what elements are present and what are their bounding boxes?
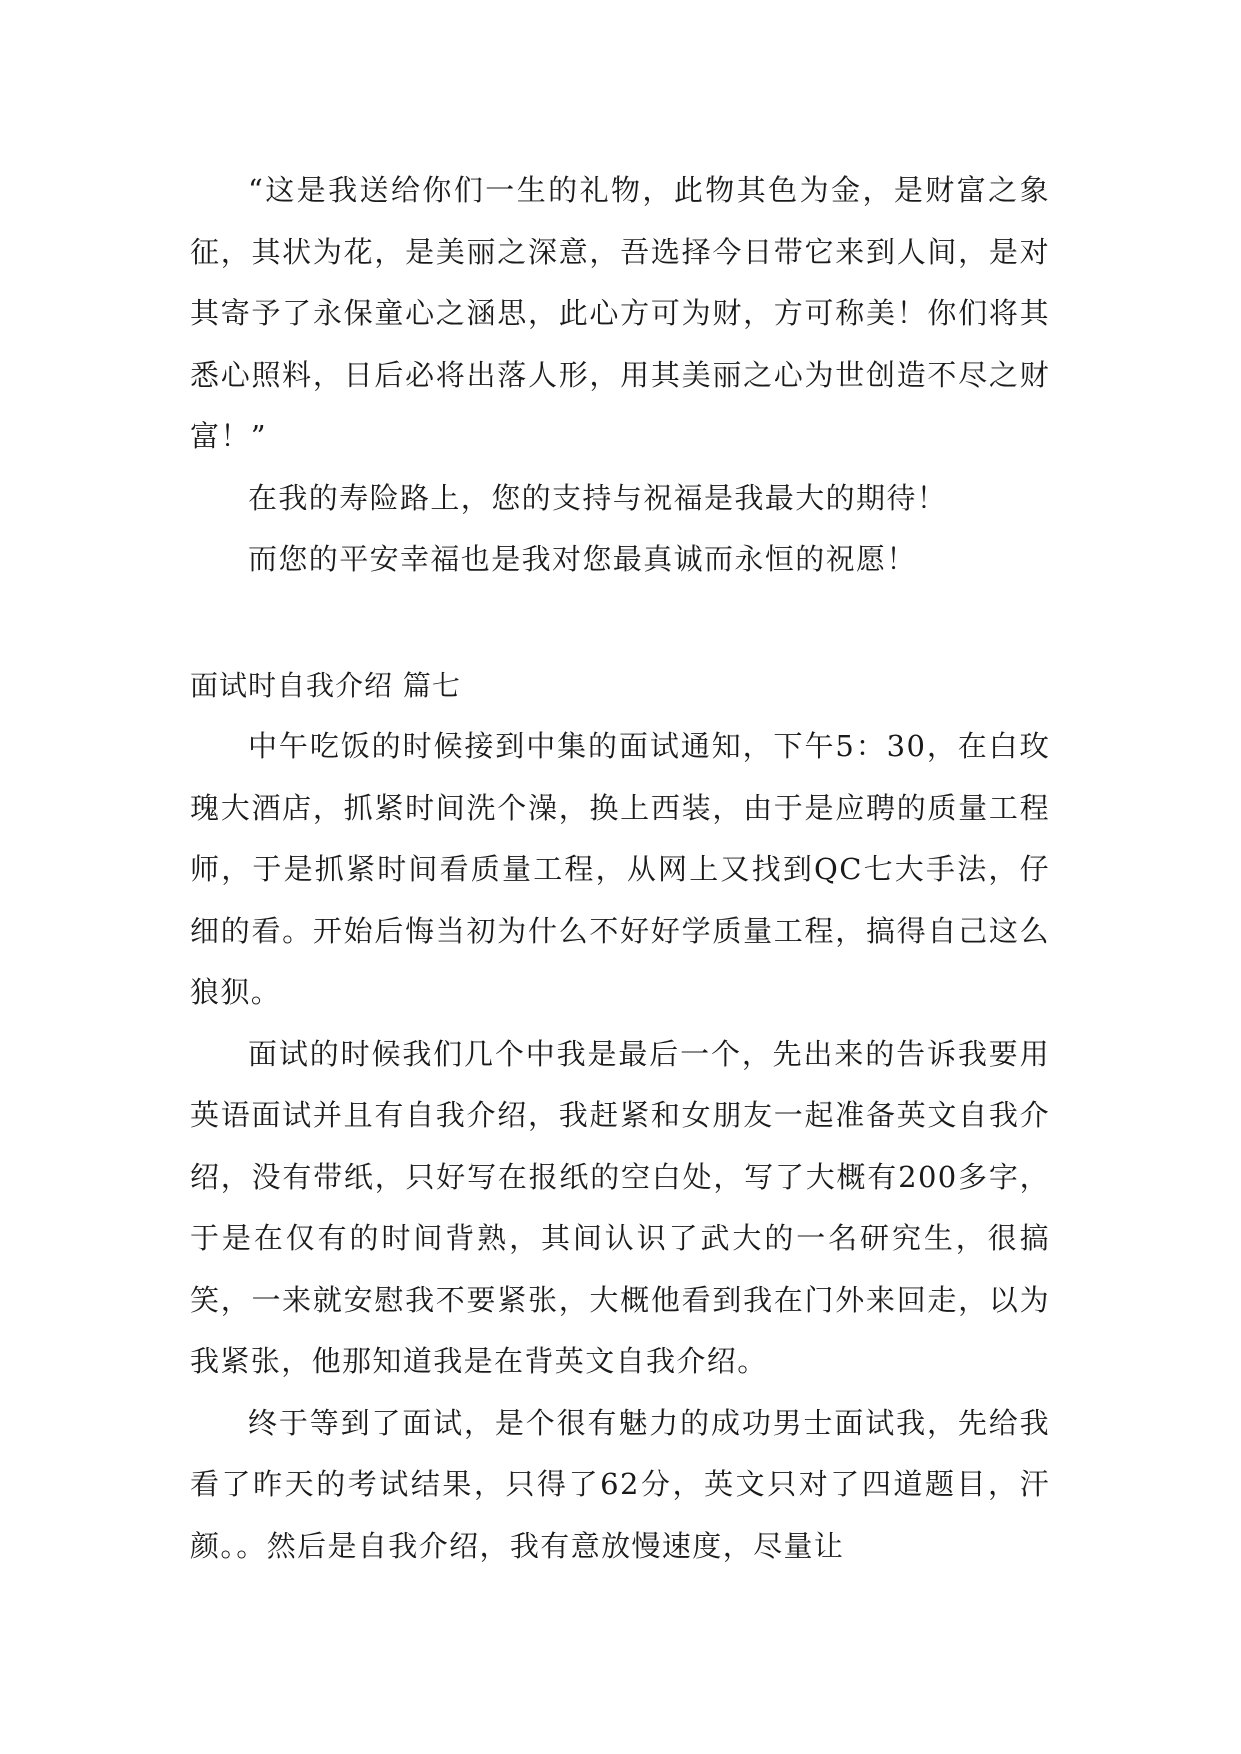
paragraph-interview-notice: 中午吃饭的时候接到中集的面试通知，下午5：30，在白玫瑰大酒店，抓紧时间洗个澡，换上西装，由于是应聘的质量工程师，于是抓紧时间看质量工程，从网上又找到QC七大手法，仔细的看。开始后悔当初为什么不好好学质量工程，搞得自己这么狼狈。 — [190, 729, 1050, 1009]
document-body — [190, 160, 1050, 1577]
paragraph-interview-start: 终于等到了面试，是个很有魅力的成功男士面试我，先给我看了昨天的考试结果，只得了62分，英文只对了四道题目，汗颜。。然后是自我介绍，我有意放慢速度，尽量让 — [190, 1405, 1050, 1563]
paragraph-wishes: 而您的平安幸福也是我对您最真诚而永恒的祝愿！ — [248, 542, 917, 576]
paragraph-gift-quote: “这是我送给你们一生的礼物，此物其色为金，是财富之象征，其状为花，是美丽之深意，吾选择今日带它来到人间，是对其寄予了永保童心之涵思，此心方可为财，方可称美！你们将其悉心照料，日后必将出落人形，用其美丽之心为世创造不尽之财富！” — [190, 173, 1050, 453]
paragraph-interview-preparation: 面试的时候我们几个中我是最后一个，先出来的告诉我要用英语面试并且有自我介绍，我赶紧和女朋友一起准备英文自我介绍，没有带纸，只好写在报纸的空白处，写了大概有200多字，于是在仅有的时间背熟，其间认识了武大的一名研究生，很搞笑，一来就安慰我不要紧张，大概他看到我在门外来回走，以为我紧张，他那知道我是在背英文自我介绍。 — [190, 1036, 1050, 1378]
paragraph-insurance-support: 在我的寿险路上，您的支持与祝福是我最大的期待！ — [248, 480, 948, 515]
section-heading: 面试时自我介绍 篇七 — [190, 668, 461, 702]
